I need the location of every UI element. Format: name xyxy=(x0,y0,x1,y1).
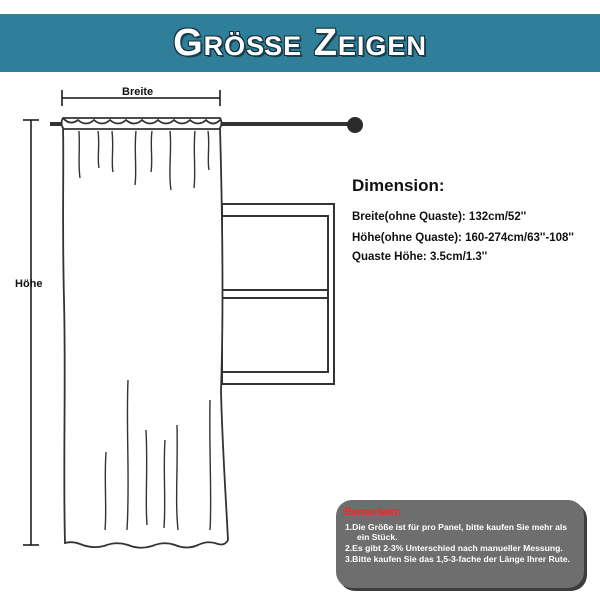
note-item: 2.Es gibt 2-3% Unterschied nach manueller Messung. xyxy=(345,543,563,553)
notes-box xyxy=(336,500,584,588)
page-title: Größe Zeigen xyxy=(173,21,427,64)
notes-heading: Bemerken: xyxy=(344,506,401,518)
height-dimension-line xyxy=(23,120,39,545)
window-illustration xyxy=(222,204,334,384)
note-item: 3.Bitte kaufen Sie das 1,5-3-fache der Länge Ihrer Rute. xyxy=(345,554,570,564)
spec-width: Breite(ohne Quaste): 132cm/52'' xyxy=(352,211,527,223)
notes-list xyxy=(345,522,577,565)
curtain-panel xyxy=(62,118,229,548)
dimension-heading: Dimension: xyxy=(352,176,445,195)
height-label: Höhe xyxy=(15,278,43,290)
width-label: Breite xyxy=(122,86,154,98)
spec-tassel-height: Quaste Höhe: 3.5cm/1.3'' xyxy=(352,251,488,263)
note-item: 1.Die Größe ist für pro Panel, bitte kaufen Sie mehr als ein Stück. xyxy=(345,522,568,542)
spec-height: Höhe(ohne Quaste): 160-274cm/63''-108'' xyxy=(352,232,574,244)
